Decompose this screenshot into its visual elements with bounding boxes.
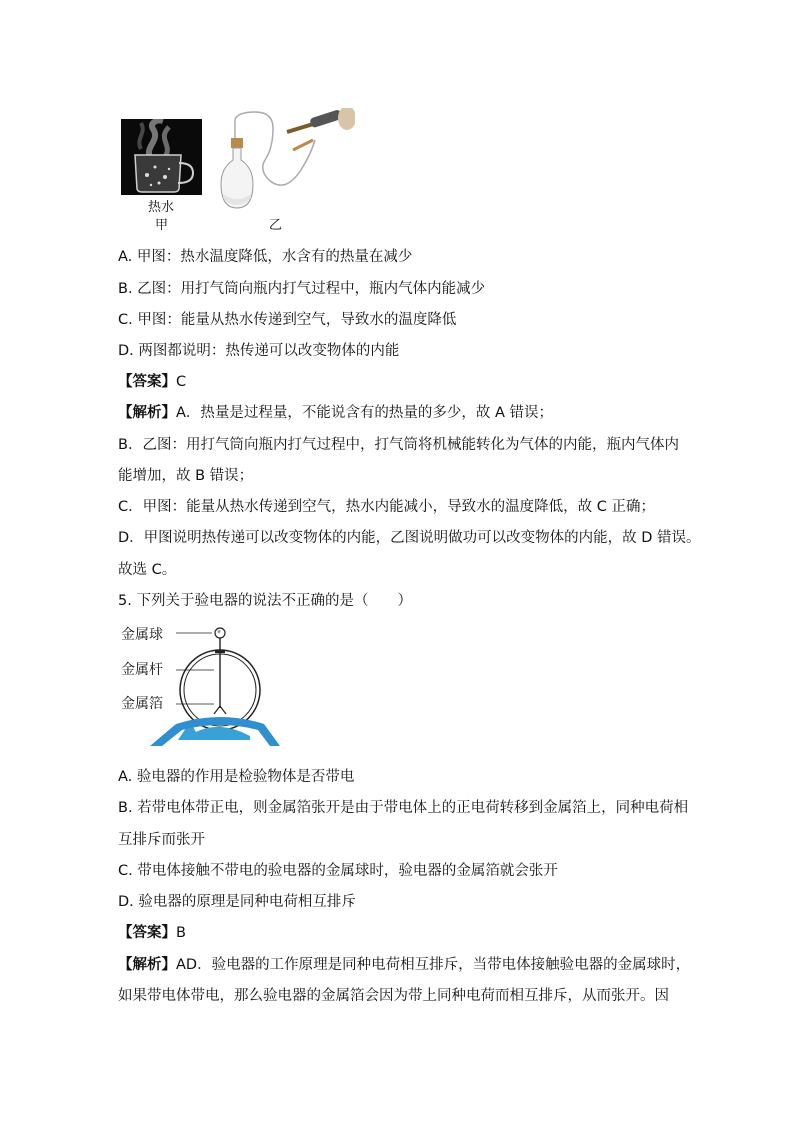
q5-analysis-line-2: 如果带电体带电，那么验电器的金属箔会因为带上同种电荷而相互排斥，从而张开。因 [118, 988, 669, 1004]
q4-analysis-line-2: B．乙图：用打气筒向瓶内打气过程中，打气筒将机械能转化为气体的内能，瓶内气体内 [118, 437, 679, 453]
label-metal-rod: 金属杆 [121, 662, 163, 678]
answer-value: B [176, 925, 186, 941]
figure-flask-pump [215, 108, 355, 212]
analysis-text: A．热量是过程量，不能说含有的热量的多少，故 A 错误； [176, 405, 554, 421]
caption-yi: 乙 [269, 218, 283, 233]
answer-value: C [176, 374, 187, 390]
label-metal-foil: 金属箔 [121, 696, 163, 712]
q5-option-c: C. 带电体接触不带电的验电器的金属球时，验电器的金属箔就会张开 [118, 863, 558, 879]
q4-analysis-line-4: C．甲图：能量从热水传递到空气，热水内能减小，导致水的温度降低，故 C 正确； [118, 499, 655, 515]
q4-option-b: B. 乙图：用打气筒向瓶内打气过程中，瓶内气体内能减少 [118, 281, 486, 297]
analysis-text: AD．验电器的工作原理是同种电荷相互排斥，当带电体接触验电器的金属球时， [176, 957, 691, 973]
analysis-label: 【解析】 [118, 405, 176, 421]
answer-label: 【答案】 [118, 925, 176, 941]
q4-option-d: D. 两图都说明：热传递可以改变物体的内能 [118, 343, 400, 359]
q4-analysis-line-3: 能增加，故 B 错误； [118, 468, 254, 484]
q5-option-d: D. 验电器的原理是同种电荷相互排斥 [118, 894, 356, 910]
q4-answer [118, 372, 186, 392]
answer-label: 【答案】 [118, 374, 176, 390]
q5-option-a: A. 验电器的作用是检验物体是否带电 [118, 769, 355, 785]
q5-analysis-line-1 [118, 955, 690, 975]
label-metal-ball: 金属球 [121, 627, 163, 643]
q4-analysis-line-6: 故选 C。 [118, 562, 177, 578]
caption-jia: 甲 [155, 218, 169, 233]
caption-hot-water: 热水 [148, 200, 175, 215]
q5-answer [118, 923, 186, 943]
q4-analysis-line-1 [118, 403, 553, 423]
q5-option-b-cont: 互排斥而张开 [118, 832, 205, 848]
figure-hot-water-cup [121, 119, 202, 195]
q4-analysis-line-5: D．甲图说明热传递可以改变物体的内能，乙图说明做功可以改变物体的内能，故 D 错误。 [118, 530, 701, 546]
q4-option-c: C. 甲图：能量从热水传递到空气，导致水的温度降低 [118, 312, 457, 328]
analysis-label: 【解析】 [118, 957, 176, 973]
q4-option-a: A. 甲图：热水温度降低，水含有的热量在减少 [118, 249, 413, 265]
q5-question: 5. 下列关于验电器的说法不正确的是（ ） [118, 593, 412, 609]
q5-option-b: B. 若带电体带正电，则金属箔张开是由于带电体上的正电荷转移到金属箔上，同种电荷相 [118, 800, 689, 816]
